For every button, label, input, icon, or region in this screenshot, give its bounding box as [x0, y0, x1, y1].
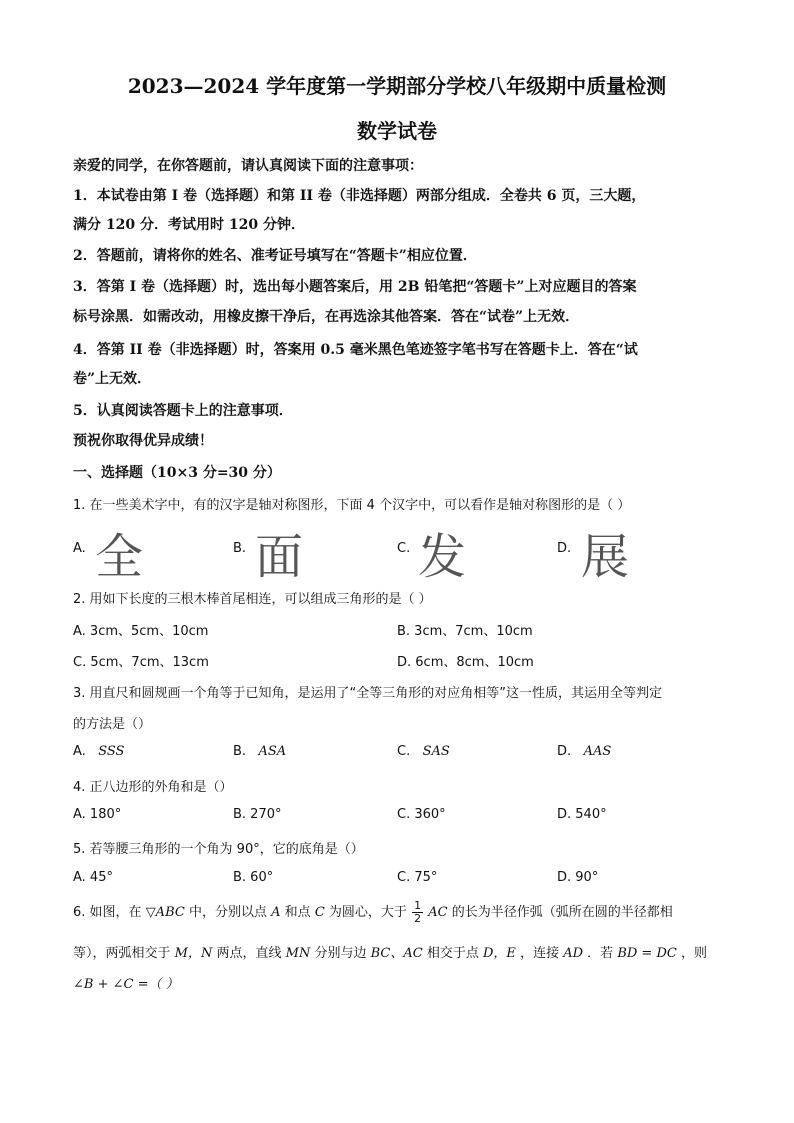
notice-intro: 亲爱的同学，在你答题前，请认真阅读下面的注意事项： [73, 158, 423, 174]
q1-option-b-char: 面 [255, 529, 306, 585]
question-6-stem-line1: 6. 如图，在 ▽ABC 中，分别以点 A 和点 C 为圆心，大于 $\frac{1}{2}$ AC 的长为半径作弧（弧所在圆的半径都相 [73, 899, 673, 925]
q1-option-b-label: B. [233, 541, 247, 556]
notice-item: 满分 120 分．考试用时 120 分钟． [73, 217, 305, 233]
q5-option-b: B. 60° [233, 870, 274, 885]
q1-option-c-char: 发 [418, 529, 469, 585]
q2-option-b: B. 3cm、7cm、10cm [397, 624, 533, 639]
question-3-stem-cont: 的方法是（） [73, 717, 152, 732]
fraction-half: $\frac{1}{2}$ [414, 899, 422, 925]
q2-option-a: A. 3cm、5cm、10cm [73, 624, 209, 639]
question-4-stem: 4. 正八边形的外角和是（） [73, 780, 233, 795]
page-title: 2023—2024 学年度第一学期部分学校八年级期中质量检测 [127, 74, 667, 98]
notice-item: 卷”上无效． [73, 371, 152, 387]
q2-option-c: C. 5cm、7cm、13cm [73, 655, 209, 670]
q5-option-c: C. 75° [397, 870, 438, 885]
notice-item: 标号涂黑．如需改动，用橡皮擦干净后，在再选涂其他答案．答在“试卷”上无效． [73, 309, 580, 325]
q5-option-a: A. 45° [73, 870, 113, 885]
question-3-stem: 3. 用直尺和圆规画一个角等于已知角，是运用了“全等三角形的对应角相等”这一性质，其运用全等判定 [73, 686, 663, 701]
section-heading: 一、选择题（10×3 分=30 分） [73, 465, 281, 481]
q3-option-d: D. AAS [557, 744, 612, 759]
q5-option-d: D. 90° [557, 870, 599, 885]
notice-item: 3．答第 I 卷（选择题）时，选出每小题答案后，用 2B 铅笔把“答题卡”上对应题目的答案 [73, 279, 637, 295]
notice-item: 1．本试卷由第 I 卷（选择题）和第 II 卷（非选择题）两部分组成．全卷共 6 页，三大题， [73, 188, 646, 204]
question-2-stem: 2. 用如下长度的三根木棒首尾相连，可以组成三角形的是（ ） [73, 592, 432, 607]
q2-option-d: D. 6cm、8cm、10cm [397, 655, 534, 670]
q1-option-a-label: A. [73, 541, 86, 556]
question-1-stem: 1. 在一些美术字中，有的汉字是轴对称图形，下面 4 个汉字中，可以看作是轴对称图形的是（ ） [73, 498, 631, 513]
page-subtitle: 数学试卷 [357, 119, 437, 143]
notice-item: 2．答题前，请将你的姓名、准考证号填写在“答题卡”相应位置． [73, 248, 477, 264]
q1-option-c-label: C. [397, 541, 411, 556]
question-6-stem-line2: 等），两弧相交于 M，N 两点，直线 MN 分别与边 BC、AC 相交于点 D，E ，连接 AD ．若 BD = DC ，则 [73, 946, 707, 961]
notice-item: 5．认真阅读答题卡上的注意事项． [73, 403, 293, 419]
q1-option-d-label: D. [557, 541, 572, 556]
question-6-stem-line3: ∠B + ∠C =（ ） [73, 977, 179, 992]
q1-option-a-char: 全 [95, 529, 146, 585]
q1-option-d-char: 展 [581, 529, 632, 585]
q4-option-b: B. 270° [233, 807, 282, 822]
question-5-stem: 5. 若等腰三角形的一个角为 90°，它的底角是（） [73, 842, 364, 857]
notice-closing: 预祝你取得优异成绩！ [73, 433, 213, 449]
q4-option-c: C. 360° [397, 807, 446, 822]
q4-option-d: D. 540° [557, 807, 607, 822]
q3-option-a: A. SSS [73, 744, 125, 759]
q3-option-b: B. ASA [233, 744, 287, 759]
notice-item: 4．答第 II 卷（非选择题）时，答案用 0.5 毫米黑色笔迹签字笔书写在答题卡上．答在“试 [73, 342, 638, 358]
q3-option-c: C. SAS [397, 744, 450, 759]
q4-option-a: A. 180° [73, 807, 122, 822]
